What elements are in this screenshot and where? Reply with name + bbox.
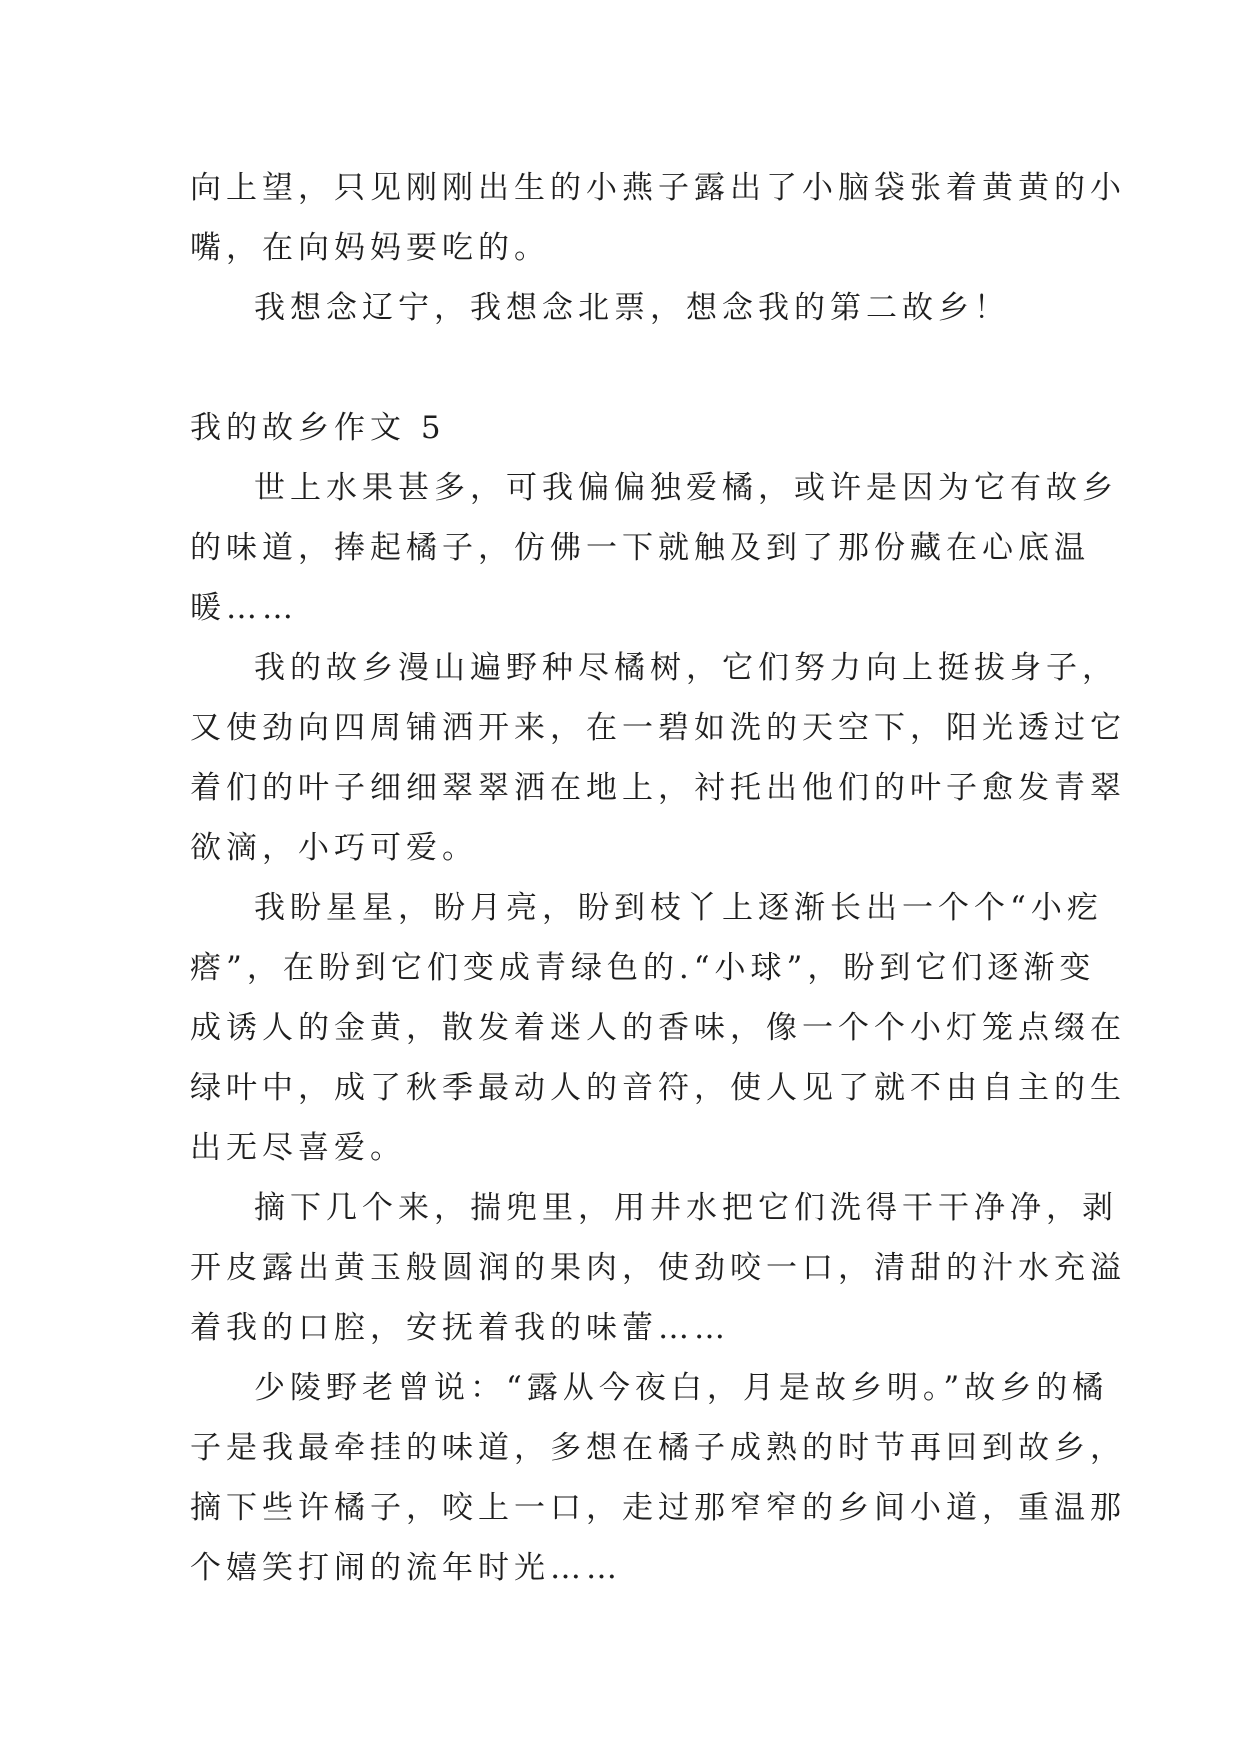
paragraph-line: 向上望，只见刚刚出生的小燕子露出了小脑袋张着黄黄的小	[190, 170, 1126, 206]
paragraph-line: 个嬉笑打闹的流年时光……	[190, 1550, 622, 1586]
paragraph-line: 我的故乡漫山遍野种尽橘树，它们努力向上挺拔身子，	[254, 650, 1118, 686]
paragraph-line: 我想念辽宁，我想念北票，想念我的第二故乡！	[254, 290, 1010, 326]
document-body	[190, 158, 1126, 1598]
paragraph-line: 我盼星星，盼月亮，盼到枝丫上逐渐长出一个个“小疙	[254, 890, 1103, 926]
paragraph-line: 摘下几个来，揣兜里，用井水把它们洗得干干净净，剥	[254, 1190, 1118, 1226]
section-spacer	[190, 338, 1050, 398]
paragraph-line: 嘴，在向妈妈要吃的。	[190, 230, 550, 266]
paragraph	[190, 158, 1126, 278]
paragraph-line: 世上水果甚多，可我偏偏独爱橘，或许是因为它有故乡	[254, 470, 1118, 506]
paragraph-line: 的味道，捧起橘子，仿佛一下就触及到了那份藏在心底温	[190, 530, 1090, 566]
paragraph	[190, 278, 1050, 338]
paragraph-line: 少陵野老曾说：“露从今夜白，月是故乡明。”故乡的橘	[254, 1370, 1109, 1406]
paragraph-line: 瘩”，在盼到它们变成青绿色的.“小球”，盼到它们逐渐变	[190, 950, 1096, 986]
paragraph-line: 欲滴，小巧可爱。	[190, 830, 478, 866]
paragraph	[190, 1178, 1126, 1358]
paragraph-line: 成诱人的金黄，散发着迷人的香味，像一个个小灯笼点缀在	[190, 1010, 1126, 1046]
paragraph-line: 暖……	[190, 590, 298, 626]
section-heading: 我的故乡作文 5	[190, 410, 446, 446]
paragraph	[190, 638, 1126, 878]
paragraph	[190, 1358, 1126, 1598]
paragraph-line: 绿叶中，成了秋季最动人的音符，使人见了就不由自主的生	[190, 1070, 1126, 1106]
paragraph-line: 子是我最牵挂的味道，多想在橘子成熟的时节再回到故乡，	[190, 1430, 1126, 1466]
paragraph-line: 着们的叶子细细翠翠洒在地上，衬托出他们的叶子愈发青翠	[190, 770, 1126, 806]
paragraph-line: 着我的口腔，安抚着我的味蕾……	[190, 1310, 730, 1346]
paragraph-line: 开皮露出黄玉般圆润的果肉，使劲咬一口，清甜的汁水充溢	[190, 1250, 1126, 1286]
paragraph-line: 又使劲向四周铺洒开来，在一碧如洗的天空下，阳光透过它	[190, 710, 1126, 746]
paragraph	[190, 878, 1126, 1178]
paragraph	[190, 458, 1118, 638]
paragraph-line: 摘下些许橘子，咬上一口，走过那窄窄的乡间小道，重温那	[190, 1490, 1126, 1526]
paragraph-line: 出无尽喜爱。	[190, 1130, 406, 1166]
